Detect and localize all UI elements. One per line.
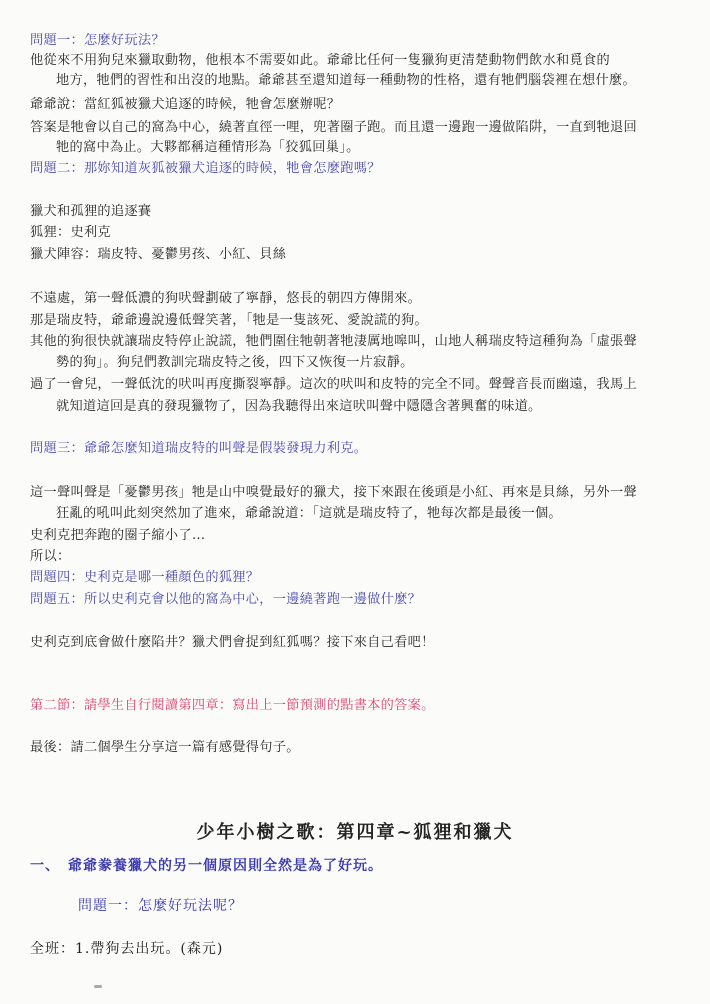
- paragraph-8-line-1: 這一聲叫聲是「憂鬱男孩」牠是山中嗅覺最好的獵犬，接下來跟在後頭是小紅、再來是貝絲，另外一聲: [30, 485, 637, 500]
- section-heading-text: 爺爺豢養獵犬的另一個原因則全然是為了好玩。: [68, 858, 383, 874]
- paragraph-9: 史利克把奔跑的圈子縮小了…: [30, 528, 206, 543]
- hound-lineup: 獵犬陣容：瑞皮特、憂鬱男孩、小紅、貝絲: [30, 247, 287, 262]
- paragraph-2: 爺爺說：當紅狐被獵犬追逐的時候，牠會怎麼辦呢？: [30, 97, 341, 112]
- paragraph-7-line-1: 過了一會兒，一聲低沈的吠叫再度撕裂寧靜。這次的吠叫和皮特的完全不同。聲聲音長而幽遠，我馬上: [30, 377, 637, 392]
- paragraph-3-line-1: 答案是牠會以自己的窩為中心，繞著直徑一哩，兜著圈子跑。而且還一邊跑一邊做陷阱，一直到牠退回: [30, 120, 637, 135]
- race-title: 獵犬和孤狸的追逐賽: [30, 204, 152, 219]
- paragraph-6-line-2: 勢的狗」。狗兒們教訓完瑞皮特之後，四下又恢復一片寂靜。: [56, 355, 414, 370]
- chapter-title: 少年小樹之歌：第四章~狐狸和獵犬: [196, 822, 514, 843]
- scan-mark: [94, 985, 102, 988]
- fox-name: 狐狸：史利克: [30, 225, 111, 240]
- paragraph-3-line-2: 牠的窩中為止。大夥都稱這種情形為「狡狐回巢」。: [56, 140, 360, 155]
- question-1: 問題一：怎麼好玩法？: [30, 33, 165, 48]
- final-instruction: 最後：請二個學生分享這一篇有感覺得句子。: [30, 740, 300, 755]
- chapter-question-1: 問題一：怎麼好玩法呢？: [78, 898, 243, 914]
- question-2: 問題二：那妳知道灰狐被獵犬追逐的時候，牠會怎麼跑嗎？: [30, 161, 381, 176]
- paragraph-5: 那是瑞皮特，爺爺邊說邊低聲笑著，「牠是一隻該死、愛說謊的狗。: [30, 313, 429, 328]
- section-2-instruction: 第二節：請學生自行閱讀第四章：寫出上一節預測的點書本的答案。: [30, 698, 435, 713]
- paragraph-6-line-1: 其他的狗很快就讓瑞皮特停止說謊，牠們圍住牠朝著牠淒厲地嗥叫，山地人稱瑞皮特這種狗為「虛張聲: [30, 334, 637, 349]
- paragraph-8-line-2: 狂亂的吼叫此刻突然加了進來，爺爺說道：「這就是瑞皮特了，牠每次都是最後一個。: [56, 506, 562, 521]
- paragraph-1-line-1: 他從來不用狗兒來獵取動物，他根本不需要如此。爺爺比任何一隻獵狗更清楚動物們飲水和覓食的: [30, 53, 610, 68]
- paragraph-11: 史利克到底會做什麼陷井？獵犬們會捉到紅狐嗎？接下來自己看吧！: [30, 635, 435, 650]
- class-answer: 全班：1.帶狗去出玩。(森元): [30, 941, 224, 957]
- section-heading: [30, 855, 383, 875]
- section-number: 一、: [30, 858, 60, 874]
- question-5: 問題五：所以史利克會以他的窩為中心，一邊繞著跑一邊做什麼？: [30, 592, 422, 607]
- paragraph-7-line-2: 就知道這回是真的發現獵物了，因為我聽得出來這吠叫聲中隱隱含著興奮的味道。: [56, 399, 542, 414]
- question-4: 問題四：史利克是哪一種顏色的狐狸？: [30, 570, 260, 585]
- question-3: 問題三：爺爺怎麼知道瑞皮特的叫聲是假裝發現力利克。: [30, 441, 368, 456]
- paragraph-4: 不遠處，第一聲低濃的狗吠聲劃破了寧靜，悠長的朝四方傳開來。: [30, 291, 422, 306]
- paragraph-10: 所以：: [30, 549, 71, 564]
- paragraph-1-line-2: 地方，牠們的習性和出沒的地點。爺爺甚至還知道每一種動物的性格，還有牠們腦袋裡在想什麼。: [56, 73, 636, 88]
